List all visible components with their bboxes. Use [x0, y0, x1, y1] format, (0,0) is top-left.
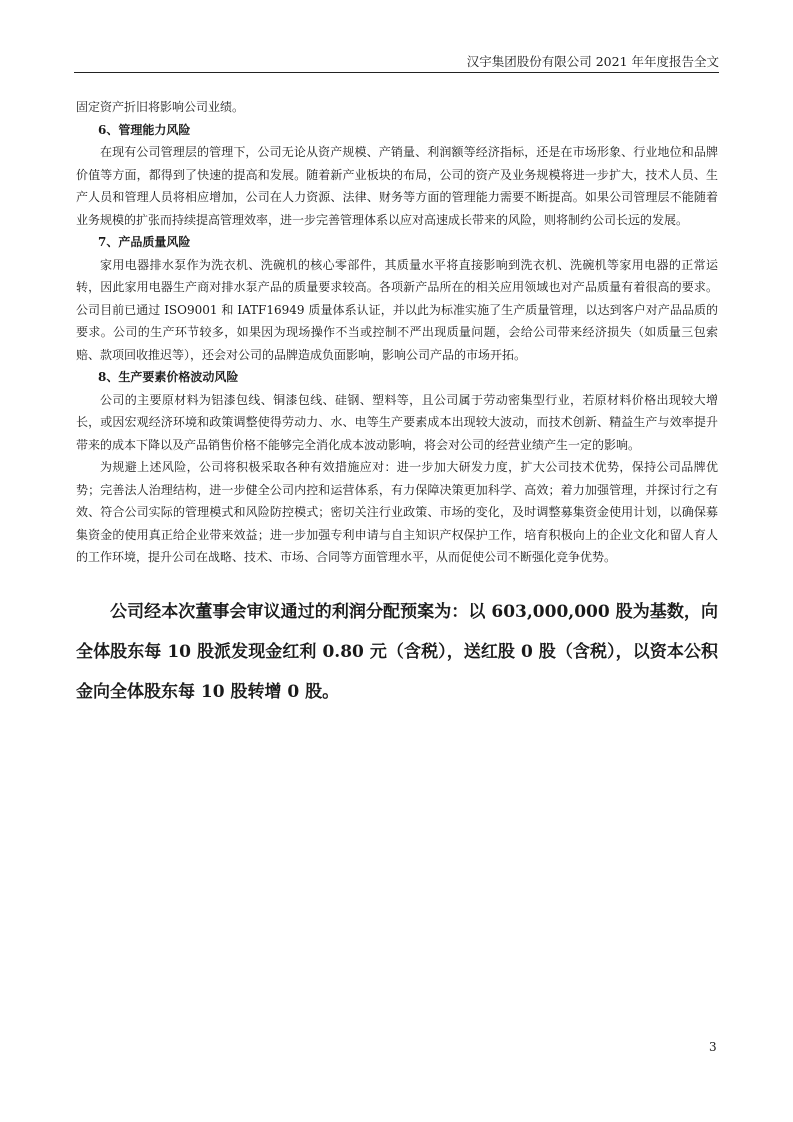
paragraph-management-risk: 在现有公司管理层的管理下，公司无论从资产规模、产销量、利润额等经济指标，还是在市场形象、行业地位和品牌价值等方面，都得到了快速的提高和发展。随着新产业板块的布局，公司的资产及业务规模将进一步扩大，技术人员、生产人员和管理人员将相应增加，公司在人力资源、法律、财务等方面的管理能力需要不断提高。如果公司管理层不能随着业务规模的扩张而持续提高管理效率，进一步完善管理体系以应对高速成长带来的风险，则将制约公司长远的发展。 — [76, 145, 718, 227]
heading-quality-risk: 7、产品质量风险 — [98, 235, 191, 249]
report-title: 汉宇集团股份有限公司 2021 年年度报告全文 — [466, 54, 719, 69]
paragraph-quality-risk: 家用电器排水泵作为洗衣机、洗碗机的核心零部件，其质量水平将直接影响到洗衣机、洗碗机等家用电器的正常运转，因此家用电器生产商对排水泵产品的质量要求较高。各项新产品所在的相关应用领域也对产品质量有着很高的要求。公司目前已通过 ISO9001 和 IATF16949 质量体系认证，并以此为标准实施了生产质量管理，以达到客户对产品品质的要求。公司的生产环节较多，如果因为现场操作不当或控制不严出现质量问题，会给公司带来经济损失（如质量三包索赔、款项回收推迟等），还会对公司的品牌造成负面影响，影响公司产品的市场开拓。 — [76, 257, 718, 362]
page-body — [76, 96, 718, 569]
heading-cost-risk: 8、生产要素价格波动风险 — [98, 370, 239, 384]
page-number: 3 — [709, 1040, 717, 1054]
heading-management-risk: 6、管理能力风险 — [98, 122, 191, 137]
paragraph-continuation: 固定资产折旧将影响公司业绩。 — [76, 100, 245, 114]
paragraph-risk-measures: 为规避上述风险，公司将积极采取各种有效措施应对：进一步加大研发力度，扩大公司技术优势，保持公司品牌优势；完善法人治理结构，进一步健全公司内控和运营体系，有力保障决策更加科学、高效；着力加强管理，并探讨行之有效、符合公司实际的管理模式和风险防控模式；密切关注行业政策、市场的变化，及时调整募集资金使用计划，以确保募集资金的使用真正给企业带来效益；进一步加强专利申请与自主知识产权保护工作，培育积极向上的企业文化和留人育人的工作环境，提升公司在战略、技术、市场、合同等方面管理水平，从而促使公司不断强化竞争优势。 — [76, 460, 718, 564]
dividend-statement: 公司经本次董事会审议通过的利润分配预案为：以 603,000,000 股为基数，向全体股东每 10 股派发现金红利 0.80 元（含税），送红股 0 股（含税），以资本公积金向全体股东每 10 股转增 0 股。 — [76, 602, 718, 702]
page-header — [74, 50, 719, 73]
paragraph-cost-risk: 公司的主要原材料为铝漆包线、铜漆包线、硅钢、塑料等，且公司属于劳动密集型行业，若原材料价格出现较大增长，或因宏观经济环境和政策调整使得劳动力、水、电等生产要素成本出现较大波动，而技术创新、精益生产与效率提升带来的成本下降以及产品销售价格不能够完全消化成本波动影响，将会对公司的经营业绩产生一定的影响。 — [76, 392, 718, 452]
